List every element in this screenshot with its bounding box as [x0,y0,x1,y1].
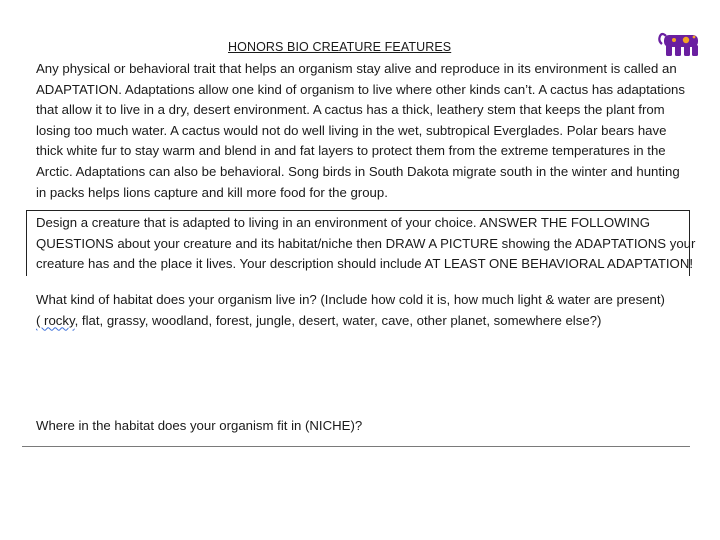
purple-elephant-logo [656,28,702,58]
task-instructions [36,213,695,275]
intro-line: Arctic. Adaptations can also be behavioral. Song birds in South Dakota migrate south in the winter and hunting [36,163,680,179]
intro-line: losing too much water. A cactus would not do well living in the wet, subtropical Everglades. Polar bears have [36,122,667,138]
niche-question-line: Where in the habitat does your organism fit in (NICHE)? [36,418,363,433]
intro-line: ADAPTATION. Adaptations allow one kind of organism to live where other kinds can’t. A cactus has adaptations [36,81,685,97]
task-line: Design a creature that is adapted to living in an environment of your choice. ANSWER THE FOLLOWING [36,215,650,230]
intro-line: that allow it to live in a dry, desert environment. A cactus has a thick, leathery stem that keeps the plant from [36,102,665,118]
habitat-examples-line [36,311,665,332]
niche-question [36,416,362,437]
habitat-question [36,290,665,331]
intro-line: thick white fur to stay warm and blend in and fat layers to protect them from the extreme temperatures in the [36,143,666,159]
intro-line: in packs helps lions capture and kill more food for the group. [36,184,388,200]
spellcheck-word: ( rocky [36,312,75,328]
document-title: HONORS BIO CREATURE FEATURES [228,40,452,54]
task-line: QUESTIONS about your creature and its habitat/niche then DRAW A PICTURE showing the ADAPTATIONS your [36,235,696,251]
habitat-examples-rest: , flat, grassy, woodland, forest, jungle, desert, water, cave, other planet, somewhere else?) [74,312,602,328]
intro-paragraph [36,59,685,203]
bottom-divider [22,446,690,447]
task-line: creature has and the place it lives. Your description should include AT LEAST ONE BEHAVIORAL ADAPTATION! [36,256,694,272]
habitat-question-line: What kind of habitat does your organism live in? (Include how cold it is, how much light & water are present) [36,292,665,307]
intro-line: Any physical or behavioral trait that helps an organism stay alive and reproduce in its environment is called an [36,61,677,76]
